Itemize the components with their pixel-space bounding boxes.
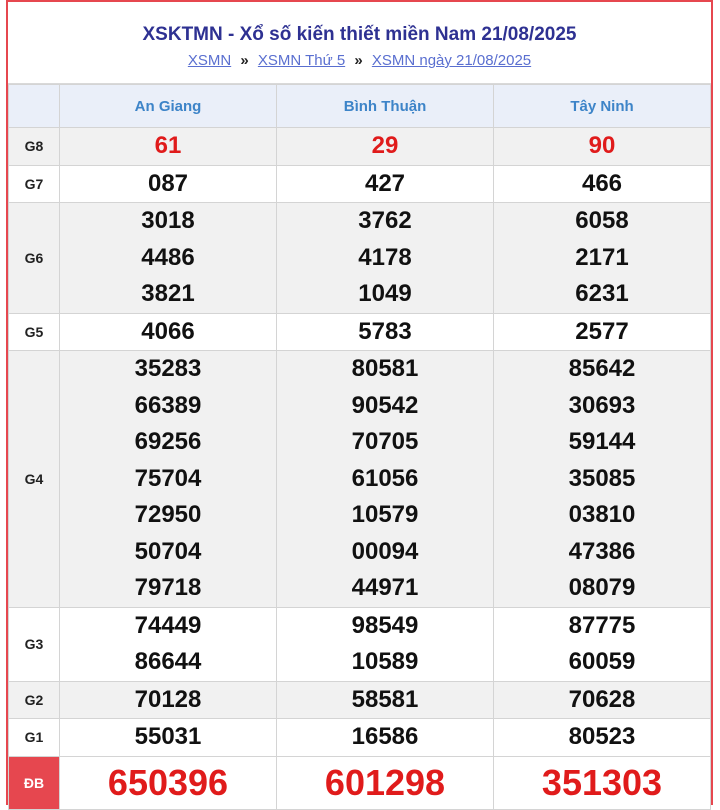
breadcrumb — [8, 51, 711, 71]
province-header-binh-thuan[interactable]: Bình Thuận — [277, 85, 494, 128]
prize-cell — [494, 128, 711, 166]
prize-cell — [494, 203, 711, 314]
prize-number: 74449 — [134, 611, 202, 639]
breadcrumb-separator: » — [240, 52, 249, 69]
prize-cell — [60, 756, 277, 809]
prize-number: 86644 — [134, 648, 202, 675]
prize-cell — [494, 756, 711, 809]
prize-cell — [60, 681, 277, 719]
prize-number: 61056 — [351, 464, 419, 492]
prize-number: 47386 — [568, 537, 636, 565]
results-table — [8, 84, 711, 810]
prize-number: 427 — [364, 169, 406, 197]
prize-number: 70705 — [351, 428, 419, 455]
prize-number: 6058 — [575, 207, 629, 234]
results-panel — [6, 0, 713, 805]
prize-row-g6 — [9, 203, 711, 314]
prize-number: 2577 — [575, 317, 629, 345]
prize-label: G4 — [9, 351, 60, 608]
prize-label: G2 — [9, 681, 60, 719]
prize-label: G6 — [9, 203, 60, 314]
prize-number: 3018 — [141, 207, 195, 234]
prize-label: G1 — [9, 719, 60, 757]
prize-number: 10589 — [351, 648, 419, 675]
prize-cell — [60, 719, 277, 757]
prize-label: ĐB — [9, 756, 60, 809]
prize-label: G7 — [9, 165, 60, 203]
prize-row-g7 — [9, 165, 711, 203]
prize-number: 29 — [371, 132, 399, 159]
prize-row-db — [9, 756, 711, 809]
prize-cell — [60, 313, 277, 351]
prize-table-body — [9, 128, 711, 810]
prize-number: 3821 — [141, 280, 195, 307]
prize-number: 03810 — [568, 501, 636, 528]
prize-number: 72950 — [134, 501, 202, 528]
prize-number: 90 — [588, 132, 616, 159]
prize-number: 08079 — [568, 574, 636, 601]
prize-cell — [60, 203, 277, 314]
prize-number: 6231 — [575, 280, 629, 307]
prize-cell — [277, 313, 494, 351]
header-corner-cell — [9, 85, 60, 128]
prize-number: 85642 — [568, 355, 636, 382]
prize-label: G8 — [9, 128, 60, 166]
prize-number: 4486 — [141, 243, 195, 271]
prize-number: 3762 — [358, 207, 412, 234]
prize-cell — [277, 681, 494, 719]
prize-number: 59144 — [568, 428, 636, 455]
prize-cell — [60, 165, 277, 203]
prize-cell — [494, 165, 711, 203]
prize-cell — [494, 313, 711, 351]
prize-number: 00094 — [351, 537, 419, 565]
prize-number: 4066 — [141, 317, 195, 345]
prize-number: 5783 — [358, 317, 412, 345]
prize-cell — [494, 719, 711, 757]
prize-number: 70628 — [568, 685, 636, 713]
prize-number: 087 — [147, 169, 189, 197]
prize-number: 98549 — [351, 611, 419, 639]
prize-number: 16586 — [351, 723, 419, 750]
prize-number: 10579 — [351, 501, 419, 528]
prize-cell — [60, 128, 277, 166]
prize-number: 60059 — [568, 648, 636, 675]
breadcrumb-link-xsmn[interactable]: XSMN — [187, 52, 232, 69]
prize-cell — [494, 607, 711, 681]
prize-number: 58581 — [351, 685, 419, 713]
prize-cell — [277, 128, 494, 166]
province-header-an-giang[interactable]: An Giang — [60, 85, 277, 128]
prize-number: 80581 — [351, 355, 419, 382]
prize-number: 69256 — [134, 428, 202, 455]
prize-cell — [494, 351, 711, 608]
prize-cell — [277, 203, 494, 314]
prize-number: 66389 — [134, 391, 202, 419]
prize-number: 70128 — [134, 685, 202, 713]
prize-number: 75704 — [134, 464, 202, 492]
prize-number: 44971 — [351, 574, 419, 601]
prize-cell — [277, 607, 494, 681]
province-header-row — [9, 85, 711, 128]
prize-number: 30693 — [568, 391, 636, 419]
breadcrumb-link-xsmn-date[interactable]: XSMN ngày 21/08/2025 — [371, 52, 532, 69]
prize-row-g1 — [9, 719, 711, 757]
prize-row-g8 — [9, 128, 711, 166]
prize-number: 90542 — [351, 391, 419, 419]
page-title: XSKTMN - Xổ số kiến thiết miền Nam 21/08/2025 — [142, 24, 577, 45]
prize-number: 87775 — [568, 611, 636, 639]
prize-number: 2171 — [575, 243, 629, 271]
prize-number: 55031 — [134, 723, 202, 750]
prize-row-g5 — [9, 313, 711, 351]
prize-number: 61 — [154, 132, 182, 159]
prize-number: 35085 — [568, 464, 636, 492]
prize-cell — [277, 756, 494, 809]
results-header — [8, 2, 711, 84]
prize-cell — [494, 681, 711, 719]
prize-number: 4178 — [358, 243, 412, 271]
prize-cell — [277, 351, 494, 608]
prize-label: G3 — [9, 607, 60, 681]
prize-row-g3 — [9, 607, 711, 681]
prize-cell — [60, 607, 277, 681]
prize-cell — [277, 165, 494, 203]
prize-number: 50704 — [134, 537, 202, 565]
prize-number: 35283 — [134, 355, 202, 382]
prize-number: 1049 — [358, 280, 412, 307]
prize-row-g4 — [9, 351, 711, 608]
prize-cell — [60, 351, 277, 608]
province-header-tay-ninh[interactable]: Tây Ninh — [494, 85, 711, 128]
breadcrumb-link-xsmn-thu5[interactable]: XSMN Thứ 5 — [257, 52, 346, 69]
prize-number: 601298 — [324, 761, 446, 803]
prize-label: G5 — [9, 313, 60, 351]
prize-number: 650396 — [107, 761, 229, 803]
breadcrumb-separator: » — [354, 52, 363, 69]
prize-number: 351303 — [541, 761, 663, 803]
prize-row-g2 — [9, 681, 711, 719]
prize-cell — [277, 719, 494, 757]
prize-number: 79718 — [134, 574, 202, 601]
prize-number: 466 — [581, 169, 623, 197]
prize-number: 80523 — [568, 723, 636, 750]
